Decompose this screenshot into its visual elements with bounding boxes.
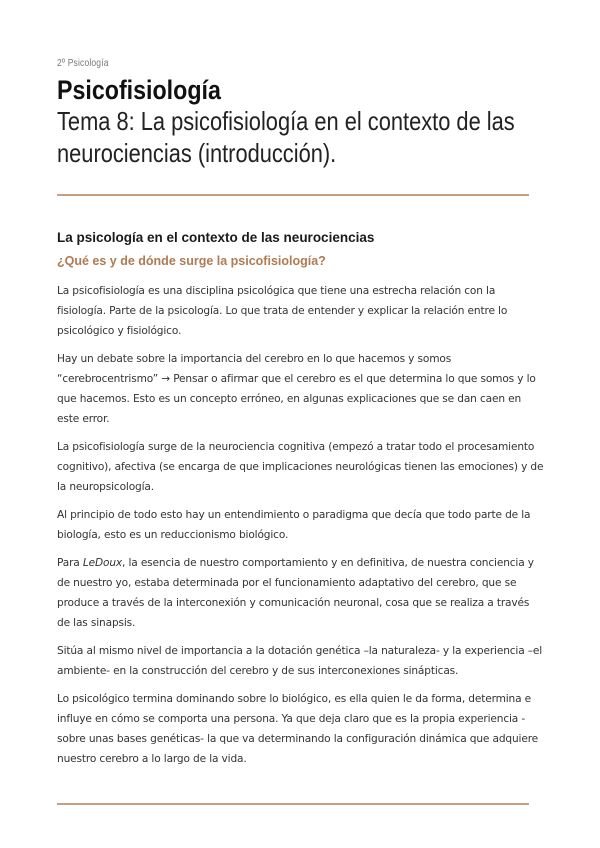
section-heading: La psicología en el contexto de las neurociencias [57, 230, 375, 245]
section-subheading: ¿Qué es y de dónde surge la psicofisiología? [57, 254, 326, 268]
author-name: LeDoux [82, 557, 123, 569]
course-label: 2º Psicología [57, 58, 109, 69]
paragraph-4: Al principio de todo esto hay un entendimiento o paradigma que decía que todo parte de la biología, esto es un reduccionismo biológico. [57, 509, 531, 541]
paragraph-6: Sitúa al mismo nivel de importancia a la dotación genética –la naturaleza- y la experiencia –el ambiente- en la construcción del cerebro y de sus interconexiones sinápticas. [57, 645, 543, 677]
document-body [57, 230, 545, 777]
document-subtitle: Tema 8: La psicofisiología en el contexto de las neurociencias (introducción). [57, 106, 515, 168]
paragraph-5 [57, 553, 545, 633]
paragraph-2: Hay un debate sobre la importancia del cerebro en lo que hacemos y somos “cerebrocentrismo” → Pensar o afirmar que el cerebro es el que determina lo que somos y lo que hacemos. Esto es un concepto erróneo, en algunas explicaciones que se dan caen en este error. [57, 353, 536, 425]
bottom-divider [57, 803, 529, 805]
paragraph-3: La psicofisiología surge de la neurociencia cognitiva (empezó a tratar todo el procesamiento cognitivo), afectiva (se encarga de que implicaciones neurológicas tienen las emociones) y de la neuropsicología. [57, 441, 544, 493]
document-header [57, 58, 537, 169]
paragraph-5-rest: , la esencia de nuestro comportamiento y en definitiva, de nuestra conciencia y de nuestro yo, estaba determinada por el funcionamiento adaptativo del cerebro, que se produce a través de la interconexión y comunicación neuronal, cosa que se realiza a través de las sinapsis. [57, 557, 534, 629]
paragraph-5-intro: Para [57, 557, 83, 569]
top-divider [57, 194, 529, 196]
document-title: Psicofisiología [57, 75, 221, 105]
paragraph-1: La psicofisiología es una disciplina psicológica que tiene una estrecha relación con la fisiología. Parte de la psicología. Lo que trata de entender y explicar la relación entre lo psicológico y fisiológico. [57, 285, 508, 337]
paragraph-7: Lo psicológico termina dominando sobre lo biológico, es ella quien le da forma, determina e influye en cómo se comporta una persona. Ya que deja claro que es la propia experiencia -sobre unas bases genéticas- la que va determinando la configuración dinámica que adquiere nuestro cerebro a lo largo de la vida. [57, 693, 539, 765]
